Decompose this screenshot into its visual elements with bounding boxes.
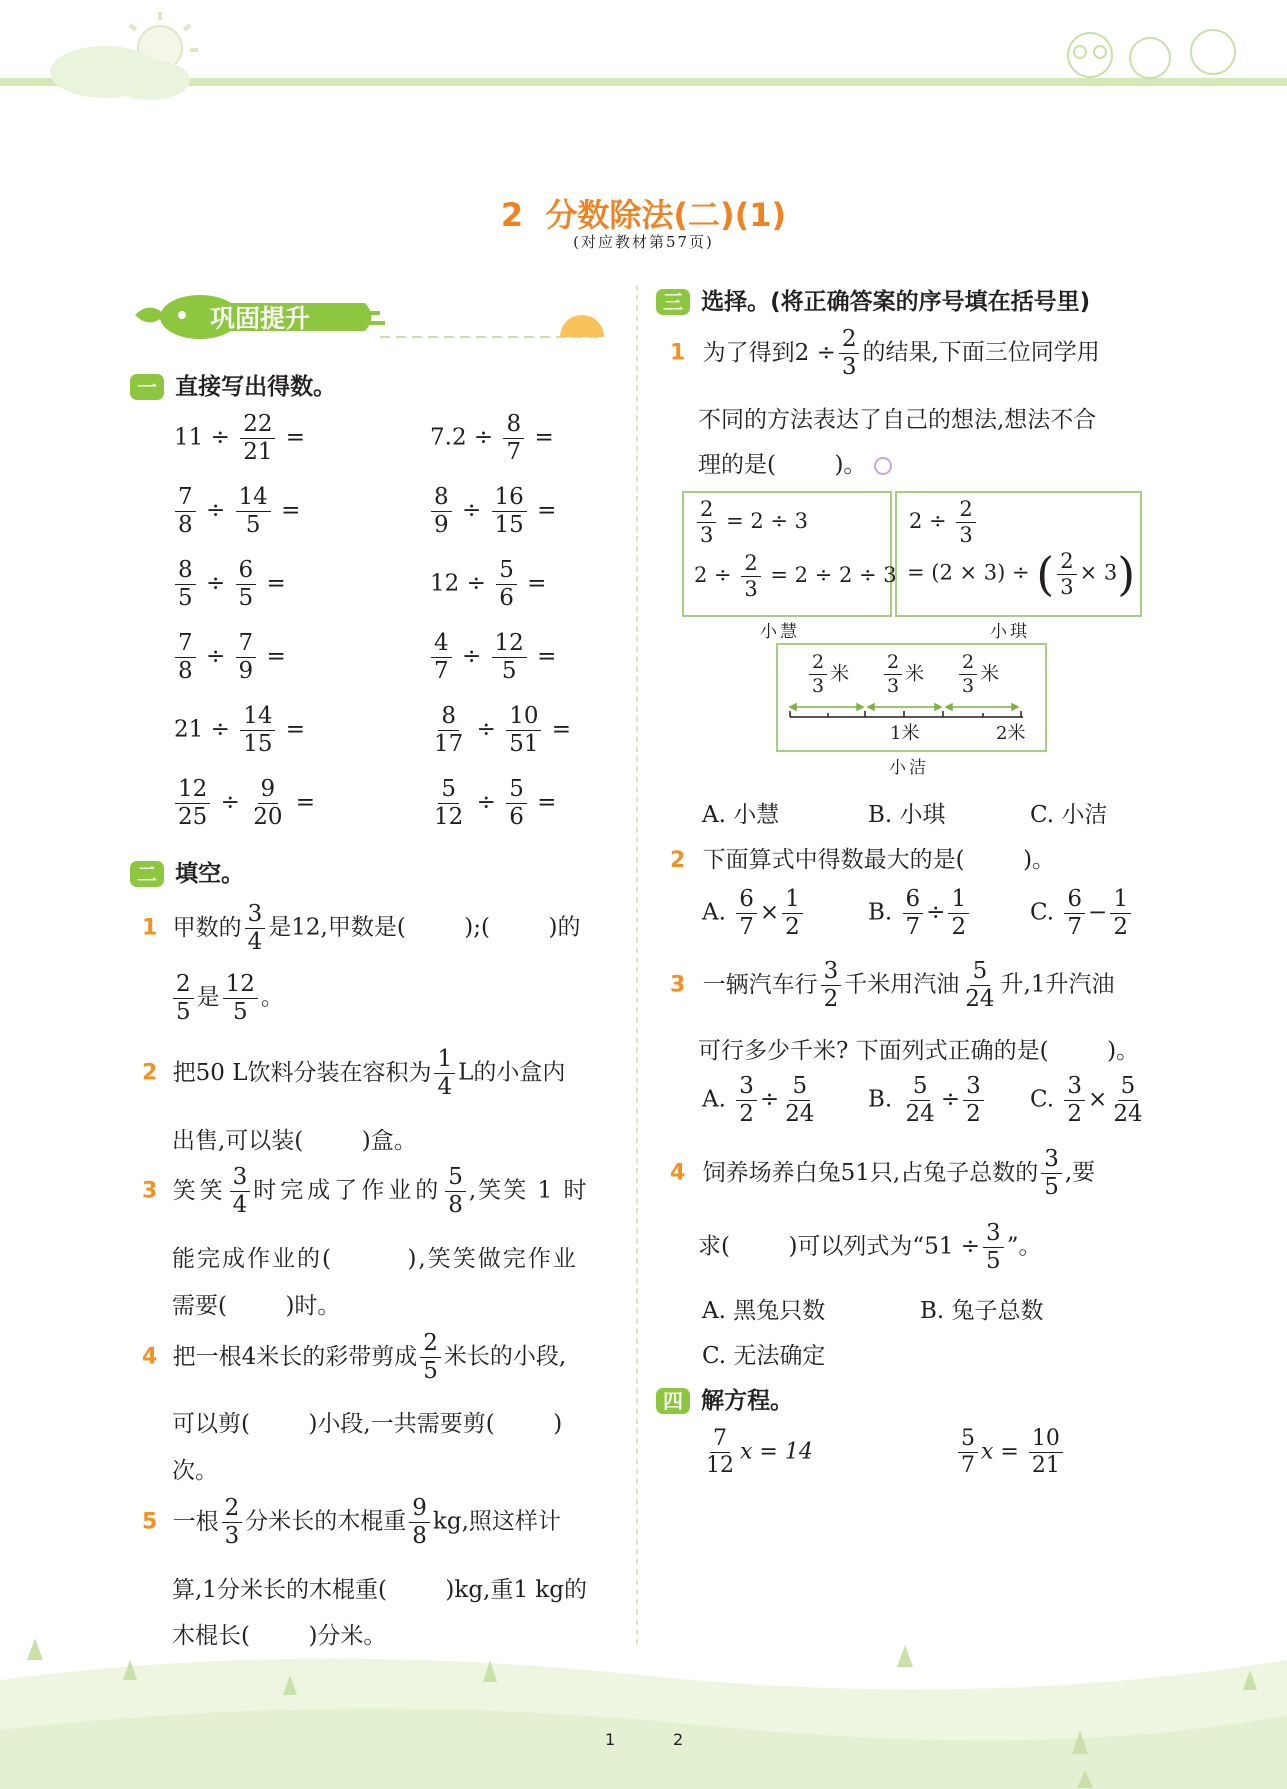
choice-question-1-line2: 不同的方法表达了自己的想法,想法不合 <box>698 407 1097 433</box>
banner-label: 巩固提升 <box>210 304 311 333</box>
fill-question-3-line2: 能完成作业的( ),笑笑做完作业 <box>172 1246 578 1272</box>
section-badge: 二 <box>130 861 164 887</box>
method-box-xiaojie: $\frac{2}{3}$ 米 $\frac{2}{3}$ 米 $\frac{2}{3}$ 米 1米 2米 <box>776 643 1047 752</box>
section-heading: 直接写出得数。 <box>175 374 337 400</box>
calc-item-7: $\frac{7}{8}$ ÷ $\frac{7}{9}$ = <box>172 632 286 683</box>
calc-item-6: 12 ÷ $\frac{5}{6}$ = <box>430 557 547 611</box>
choice-2-option-a[interactable]: A. $\frac{6}{7}$ × $\frac{1}{2}$ <box>702 888 806 939</box>
equation-1: $\frac{7}{12}$ x = 14 <box>706 1426 813 1478</box>
page-number-right: 2 <box>673 1730 684 1749</box>
banner <box>130 285 610 345</box>
caption-xiaojie: 小洁 <box>889 758 929 778</box>
section1-header <box>130 368 336 401</box>
calc-item-9: 21 ÷ $\frac{14}{15}$ = <box>174 703 306 757</box>
page-title: 2 分数除法(二)(1) <box>500 196 787 234</box>
fill-question-3-line3: 需要( )时。 <box>172 1293 341 1319</box>
fill-question-2-line2: 出售,可以装( )盒。 <box>172 1128 417 1154</box>
section2-header <box>130 855 244 888</box>
method-box-xiaoqi: 2 ÷ $\frac{2}{3}$ = (2 × 3) ÷ ( $\frac{2}{3}$ × 3) <box>895 491 1142 617</box>
choice-1-option-b[interactable]: B. 小琪 <box>868 802 946 828</box>
page-subtitle: (对应教材第57页) <box>573 233 714 251</box>
choice-1-option-a[interactable]: A. 小慧 <box>702 802 780 828</box>
choice-4-option-a[interactable]: A. 黑兔只数 <box>702 1298 826 1324</box>
choice-1-option-c[interactable]: C. 小洁 <box>1030 802 1108 828</box>
choice-2-option-b[interactable]: B. $\frac{6}{7}$ ÷ $\frac{1}{2}$ <box>868 888 972 939</box>
calc-item-11: $\frac{12}{25}$ ÷ $\frac{9}{20}$ = <box>172 778 315 829</box>
footer-hills <box>0 1620 1287 1789</box>
calc-item-1: 11 ÷ $\frac{22}{21}$ = <box>174 411 306 465</box>
section-heading: 填空。 <box>175 861 245 887</box>
fill-question-1: 1 甲数的 $\frac{3}{4}$ 是12,甲数是( );( )的 <box>142 901 581 955</box>
choice-2-option-c[interactable]: C. $\frac{6}{7}$ − $\frac{1}{2}$ <box>1030 888 1134 939</box>
calc-item-2: 7.2 ÷ $\frac{8}{7}$ = <box>430 411 554 465</box>
caption-xiaohui: 小慧 <box>760 622 800 642</box>
choice-4-option-b[interactable]: B. 兔子总数 <box>920 1298 1044 1324</box>
equation-2: $\frac{5}{7}$ x = $\frac{10}{21}$ <box>955 1428 1066 1477</box>
page-number-left: 1 <box>605 1730 616 1749</box>
column-divider <box>636 285 638 1645</box>
choice-question-2: 2 下面算式中得数最大的是( )。 <box>670 847 1056 873</box>
calc-item-8: $\frac{4}{7}$ ÷ $\frac{12}{5}$ = <box>428 632 556 683</box>
fill-question-5: 5 一根 $\frac{2}{3}$ 分米长的木棍重 $\frac{9}{8}$ kg,照这样计 <box>142 1495 561 1549</box>
fill-question-5-line2: 算,1分米长的木棍重( )kg,重1 kg的 <box>172 1577 587 1603</box>
choice-question-3: 3 一辆汽车行 $\frac{3}{2}$ 千米用汽油 $\frac{5}{24}$ 升,1升汽油 <box>670 958 1115 1012</box>
fill-question-2: 2 把50 L饮料分装在容积为 $\frac{1}{4}$ L的小盒内 <box>142 1046 566 1100</box>
fill-question-4-line2: 可以剪( )小段,一共需要剪( ) <box>172 1411 563 1437</box>
fill-question-4: 4 把一根4米长的彩带剪成 $\frac{2}{5}$ 米长的小段, <box>142 1330 567 1384</box>
section4-header <box>656 1382 793 1415</box>
hint-icon <box>874 457 892 475</box>
choice-question-4-line2: 求( )可以列式为“51 ÷ $\frac{3}{5}$ ”。 <box>698 1220 1042 1274</box>
choice-question-3-line2: 可行多少千米? 下面列式正确的是( )。 <box>698 1038 1140 1064</box>
section-badge: 一 <box>130 374 164 400</box>
choice-3-option-a[interactable]: A. $\frac{3}{2}$ ÷ $\frac{5}{24}$ <box>702 1073 815 1127</box>
choice-3-option-c[interactable]: C. $\frac{3}{2}$ × $\frac{5}{24}$ <box>1030 1073 1143 1127</box>
section-heading: 选择。(将正确答案的序号填在括号里) <box>701 289 1091 315</box>
section-badge: 四 <box>656 1388 690 1414</box>
method-box-xiaohui: $\frac{2}{3}$ = 2 ÷ 3 2 ÷ $\frac{2}{3}$ = 2 ÷ 2 ÷ 3 <box>682 491 892 617</box>
section-badge: 三 <box>656 289 690 315</box>
calc-item-4: $\frac{8}{9}$ ÷ $\frac{16}{15}$ = <box>428 486 556 537</box>
fill-question-4-line3: 次。 <box>172 1458 218 1484</box>
header-decoration <box>0 0 1287 120</box>
whale-icon <box>130 285 610 345</box>
fill-question-1-line2: $\frac{2}{5}$ 是 $\frac{12}{5}$ 。 <box>170 973 284 1024</box>
choice-question-4: 4 饲养场养白兔51只,占兔子总数的 $\frac{3}{5}$ ,要 <box>670 1146 1096 1200</box>
fill-question-3: 3 笑笑 $\frac{3}{4}$ 时完成了作业的 $\frac{5}{8}$ ,笑笑 1 时 <box>142 1164 589 1218</box>
calc-item-3: $\frac{7}{8}$ ÷ $\frac{14}{5}$ = <box>172 486 300 537</box>
section3-header <box>656 283 1090 316</box>
calc-item-10: $\frac{8}{17}$ ÷ $\frac{10}{51}$ = <box>434 703 572 757</box>
choice-4-option-c[interactable]: C. 无法确定 <box>702 1343 826 1369</box>
caption-xiaoqi: 小琪 <box>990 622 1030 642</box>
calc-item-12: $\frac{5}{12}$ ÷ $\frac{5}{6}$ = <box>434 776 557 830</box>
section-heading: 解方程。 <box>701 1388 794 1414</box>
choice-question-1-line3: 理的是( )。 <box>698 446 892 479</box>
choice-question-1: 1 为了得到2 ÷ $\frac{2}{3}$ 的结果,下面三位同学用 <box>670 326 1100 380</box>
choice-3-option-b[interactable]: B. $\frac{5}{24}$ ÷ $\frac{3}{2}$ <box>868 1075 987 1126</box>
fill-question-5-line3: 木棍长( )分米。 <box>172 1623 387 1649</box>
calc-item-5: $\frac{8}{5}$ ÷ $\frac{6}{5}$ = <box>172 559 286 610</box>
